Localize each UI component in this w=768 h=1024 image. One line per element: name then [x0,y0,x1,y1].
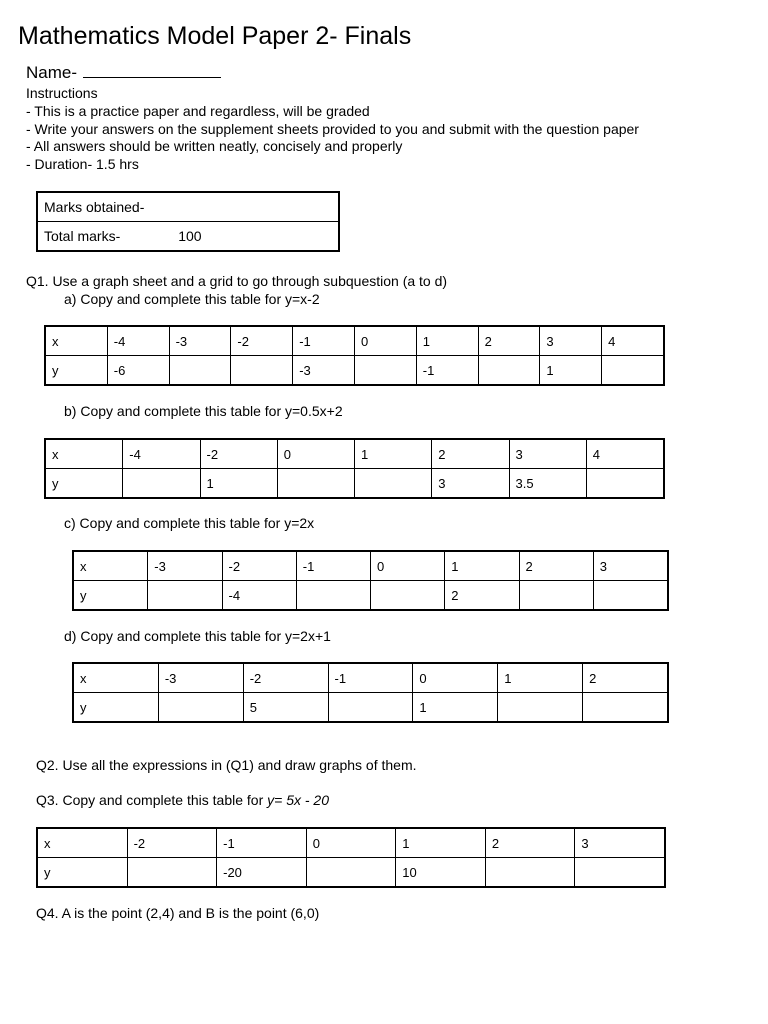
instruction-item: - This is a practice paper and regardless, will be graded [26,103,370,119]
table-cell [231,356,293,385]
row-header-cell: x [38,829,128,858]
instruction-item: - All answers should be written neatly, concisely and properly [26,138,403,154]
table-cell: 3 [593,552,667,581]
table-cell [296,581,370,610]
table-cell [519,581,593,610]
table-y-row [46,356,664,385]
table-x-row [74,664,668,693]
table-cell: 3 [575,829,665,858]
name-label: Name- [26,63,78,82]
table-cell [498,693,583,722]
table-cell: 2 [485,829,575,858]
table-cell: 3 [432,469,509,498]
q3-text [36,792,329,808]
instruction-item: - Duration- 1.5 hrs [26,156,139,172]
table-cell: -4 [123,440,200,469]
table-cell [158,693,243,722]
table-cell: 1 [498,664,583,693]
instructions-heading: Instructions [26,85,98,101]
q1a-table [45,326,664,385]
table-cell [354,356,416,385]
marks-obtained-label: Marks obtained- [38,193,339,222]
table-cell [169,356,231,385]
row-header-cell: x [74,552,148,581]
q1d-prompt: d) Copy and complete this table for y=2x+1 [64,628,331,644]
table-x-row [74,552,668,581]
table-cell: 1 [355,440,432,469]
q1d-table [73,663,668,722]
table-cell: -3 [169,327,231,356]
table-cell: 2 [478,327,540,356]
table-cell [478,356,540,385]
table-cell: -2 [243,664,328,693]
total-marks-row [38,222,339,251]
table-cell: 1 [445,552,519,581]
table-cell: 3 [540,327,602,356]
row-header-cell: x [46,327,108,356]
table-cell: -1 [296,552,370,581]
table-cell: -2 [222,552,296,581]
row-header-cell: y [46,356,108,385]
name-field [26,63,221,83]
row-header-cell: y [74,693,159,722]
table-cell [586,469,663,498]
table-cell [123,469,200,498]
q1b-table [45,439,664,498]
q3-expression: y= 5x - 20 [267,792,329,808]
q1-text: Q1. Use a graph sheet and a grid to go through subquestion (a to d) [26,273,448,289]
table-y-row [46,469,664,498]
row-header-cell: x [74,664,159,693]
instruction-item: - Write your answers on the supplement sheets provided to you and submit with the question paper [26,121,639,137]
q1a-prompt: a) Copy and complete this table for y=x-2 [64,291,320,307]
table-cell [575,858,665,887]
table-cell: 0 [413,664,498,693]
table-cell: -2 [200,440,277,469]
q1b-prompt: b) Copy and complete this table for y=0.5x+2 [64,403,343,419]
marks-box [37,192,339,251]
name-blank-line [83,63,221,78]
table-cell: 1 [413,693,498,722]
table-cell [593,581,667,610]
table-cell [328,693,413,722]
table-y-row [74,693,668,722]
table-y-row [38,858,665,887]
table-cell: 2 [583,664,668,693]
table-cell: -3 [158,664,243,693]
table-cell: -2 [127,829,217,858]
table-cell: -2 [231,327,293,356]
row-header-cell: x [46,440,123,469]
table-cell: -3 [148,552,222,581]
table-cell: 3.5 [509,469,586,498]
table-cell: -1 [217,829,307,858]
table-cell: -1 [293,327,355,356]
table-cell: 10 [396,858,486,887]
q3-table [37,828,665,887]
table-cell: 0 [277,440,354,469]
table-cell [602,356,664,385]
table-cell [355,469,432,498]
total-marks-label: Total marks- [44,228,121,244]
table-cell: 2 [445,581,519,610]
table-cell: -20 [217,858,307,887]
table-cell [371,581,445,610]
table-x-row [38,829,665,858]
table-cell: 1 [416,327,478,356]
q3-prompt: Q3. Copy and complete this table for [36,792,268,808]
page-title: Mathematics Model Paper 2- Finals [18,22,412,50]
table-cell: -6 [107,356,169,385]
table-cell [583,693,668,722]
table-cell: 1 [200,469,277,498]
row-header-cell: y [74,581,148,610]
q4-text: Q4. A is the point (2,4) and B is the point (6,0) [36,905,320,921]
table-cell [277,469,354,498]
table-cell: 4 [586,440,663,469]
table-cell: 4 [602,327,664,356]
q1c-table [73,551,668,610]
row-header-cell: y [46,469,123,498]
table-cell: 1 [540,356,602,385]
table-x-row [46,327,664,356]
table-cell: 0 [371,552,445,581]
table-cell: -1 [328,664,413,693]
table-cell: -1 [416,356,478,385]
table-cell [306,858,396,887]
table-cell [148,581,222,610]
table-cell: 5 [243,693,328,722]
table-cell [485,858,575,887]
table-cell: 2 [432,440,509,469]
q2-text: Q2. Use all the expressions in (Q1) and draw graphs of them. [36,757,417,773]
table-cell: -4 [222,581,296,610]
table-cell [127,858,217,887]
table-cell: -4 [107,327,169,356]
row-header-cell: y [38,858,128,887]
table-cell: 0 [354,327,416,356]
table-cell: 2 [519,552,593,581]
table-cell: 3 [509,440,586,469]
total-marks-value: 100 [178,228,202,244]
table-y-row [74,581,668,610]
table-cell: 0 [306,829,396,858]
table-cell: 1 [396,829,486,858]
table-x-row [46,440,664,469]
q1c-prompt: c) Copy and complete this table for y=2x [64,515,315,531]
table-cell: -3 [293,356,355,385]
